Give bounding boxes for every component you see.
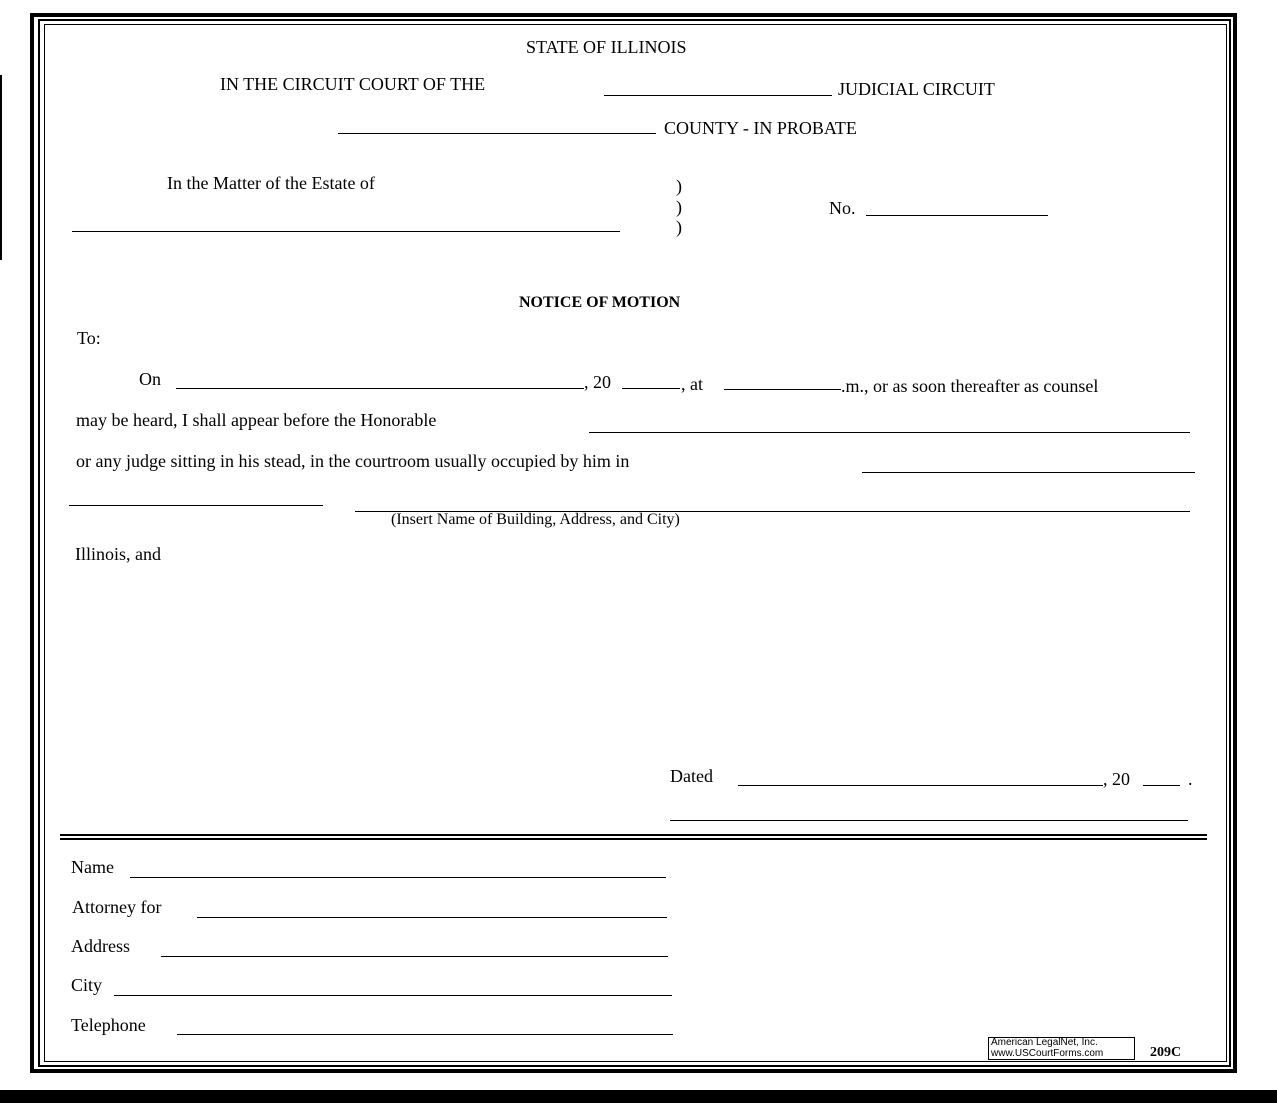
attorney-name-field[interactable] [130,877,666,878]
hearing-year-field[interactable] [622,388,680,389]
building-caption: (Insert Name of Building, Address, and City) [391,511,680,528]
judicial-circuit-field[interactable] [604,95,832,96]
hearing-date-field[interactable] [176,388,584,389]
scan-bottom-band [0,1090,1277,1103]
publisher-url: www.USCourtForms.com [991,1047,1104,1059]
caption-paren-1: ) [676,176,682,196]
estate-name-field[interactable] [72,231,620,232]
honorable-text: may be heard, I shall appear before the Honorable [76,410,437,430]
section-divider-bottom [60,838,1207,840]
courtroom-text: or any judge sitting in his stead, in the courtroom usually occupied by him in [76,451,630,471]
courtroom-field[interactable] [862,472,1195,473]
city-field[interactable] [114,995,672,996]
dated-date-field[interactable] [738,785,1103,786]
illinois-text: Illinois, and [75,544,161,564]
judge-name-field[interactable] [589,432,1190,433]
form-number: 209C [1150,1045,1182,1060]
on-label: On [139,369,161,389]
dated-label: Dated [670,766,713,786]
dated-year-field[interactable] [1143,785,1180,786]
dated-year-label: , 20 [1103,769,1130,789]
case-number-label: No. [829,198,856,218]
hearing-time-field[interactable] [724,389,841,390]
attorney-name-label: Name [71,857,114,877]
counsel-text: .m., or as soon thereafter as counsel [841,376,1099,396]
dated-period: . [1188,769,1193,789]
attorney-for-field[interactable] [197,917,667,918]
case-number-field[interactable] [866,215,1048,216]
caption-paren-3: ) [676,217,682,237]
county-field[interactable] [338,133,656,134]
section-divider-top [60,834,1207,836]
estate-matter-label: In the Matter of the Estate of [167,173,375,193]
telephone-label: Telephone [71,1015,146,1035]
signature-field[interactable] [670,820,1188,821]
court-heading-prefix: IN THE CIRCUIT COURT OF THE [220,74,486,94]
scan-edge-mark [0,75,2,260]
county-heading: COUNTY - IN PROBATE [664,118,857,138]
address-label: Address [71,936,130,956]
to-label: To: [77,328,101,348]
court-heading-suffix: JUDICIAL CIRCUIT [838,79,995,99]
telephone-field[interactable] [177,1034,673,1035]
publisher-stamp [988,1037,1135,1060]
year-label: , 20 [584,372,611,392]
address-field[interactable] [161,956,668,957]
publisher-name: American LegalNet, Inc. [991,1037,1098,1048]
attorney-for-label: Attorney for [72,897,162,917]
courtroom-number-field[interactable] [69,505,323,506]
document-title: NOTICE OF MOTION [519,294,681,311]
city-label: City [71,975,103,995]
caption-paren-2: ) [676,197,682,217]
at-label: , at [681,374,703,394]
state-heading: STATE OF ILLINOIS [526,37,687,57]
